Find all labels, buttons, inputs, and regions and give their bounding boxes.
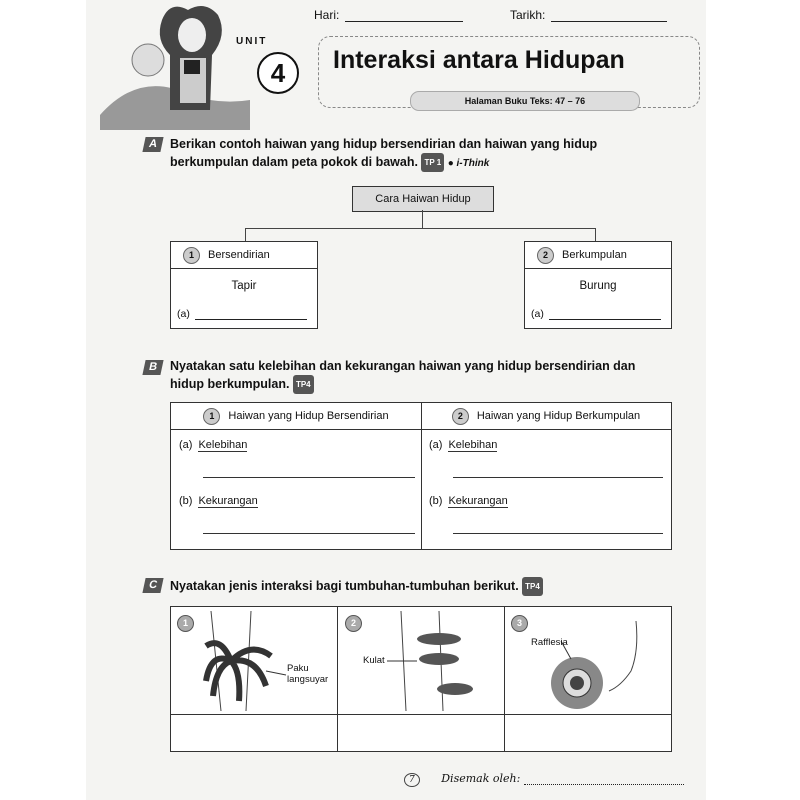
answer-line[interactable] bbox=[195, 309, 307, 320]
tree-root-box: Cara Haiwan Hidup bbox=[352, 186, 494, 212]
kekurangan-item: (b) Kekurangan bbox=[429, 495, 508, 507]
day-field[interactable] bbox=[314, 8, 463, 22]
picture-number: 1 bbox=[177, 615, 194, 632]
kelebihan-item: (a) Kelebihan bbox=[179, 439, 248, 451]
page-number: 7 bbox=[404, 773, 420, 787]
tp-tag: TP4 bbox=[522, 577, 543, 596]
picture-number: 2 bbox=[345, 615, 362, 632]
branch-answer[interactable]: (a) bbox=[177, 308, 307, 320]
section-b-instruction-line2: hidup berkumpulan. bbox=[170, 376, 290, 391]
branch-example: Burung bbox=[579, 280, 617, 292]
column-berkumpulan bbox=[421, 403, 671, 549]
fern-picture bbox=[191, 611, 331, 711]
section-b-instruction-line1: Nyatakan satu kelebihan dan kekurangan haiwan yang hidup bersendirian dan bbox=[170, 359, 636, 373]
tree-connector bbox=[245, 228, 246, 242]
rafflesia-picture bbox=[511, 611, 669, 711]
fungus-label: Kulat bbox=[363, 655, 385, 666]
ithink-icon: ● bbox=[447, 157, 454, 169]
column-heading: Haiwan yang Hidup Berkumpulan bbox=[476, 410, 641, 422]
tree-connector bbox=[595, 228, 596, 242]
unit-number-badge: 4 bbox=[257, 52, 299, 94]
section-c-instruction: Nyatakan jenis interaksi bagi tumbuhan-tumbuhan berikut. TP4 bbox=[170, 577, 675, 596]
picture-number: 3 bbox=[511, 615, 528, 632]
branch-example: Tapir bbox=[231, 280, 257, 292]
section-a-instruction bbox=[170, 136, 670, 172]
branch-answer[interactable]: (a) bbox=[531, 308, 661, 320]
column-number: 2 bbox=[452, 408, 469, 425]
interaction-table bbox=[170, 606, 672, 752]
branch-number: 1 bbox=[183, 247, 200, 264]
column-heading: Haiwan yang Hidup Bersendirian bbox=[228, 410, 389, 422]
day-answer-line[interactable] bbox=[345, 9, 463, 22]
answer-line[interactable] bbox=[549, 309, 661, 320]
answer-line[interactable] bbox=[453, 477, 663, 478]
tree-connector bbox=[245, 228, 595, 229]
column-number: 1 bbox=[203, 408, 220, 425]
day-label: Hari: bbox=[314, 8, 340, 22]
branch-berkumpulan bbox=[524, 241, 672, 329]
date-label: Tarikh: bbox=[510, 8, 546, 22]
column-bersendirian bbox=[171, 403, 421, 549]
section-a-badge: A bbox=[142, 137, 163, 152]
date-answer-line[interactable] bbox=[551, 9, 667, 22]
signature-line[interactable] bbox=[524, 774, 684, 785]
kelebihan-item: (a) Kelebihan bbox=[429, 439, 498, 451]
answer-line[interactable] bbox=[203, 477, 415, 478]
checked-by-label: Disemak oleh: bbox=[441, 772, 521, 785]
branch-heading: Berkumpulan bbox=[562, 249, 627, 261]
textbook-pages-pill: Halaman Buku Teks: 47 – 76 bbox=[410, 91, 640, 111]
tp-tag: TP 1 bbox=[421, 153, 444, 172]
fern-label: Paku langsuyar bbox=[287, 663, 329, 685]
unit-word: UNIT bbox=[236, 36, 268, 47]
kekurangan-item: (b) Kekurangan bbox=[179, 495, 258, 507]
section-a-instruction-line1: Berikan contoh haiwan yang hidup bersendirian dan haiwan yang hidup bbox=[170, 137, 598, 151]
section-a-instruction-line2: berkumpulan dalam peta pokok di bawah. bbox=[170, 154, 418, 169]
answer-line[interactable] bbox=[453, 533, 663, 534]
section-b-instruction bbox=[170, 358, 675, 394]
tree-connector bbox=[422, 210, 423, 228]
page-title: Interaksi antara Hidupan bbox=[333, 46, 625, 74]
section-b-badge: B bbox=[142, 360, 163, 375]
branch-bersendirian bbox=[170, 241, 318, 329]
branch-heading: Bersendirian bbox=[208, 249, 270, 261]
girl-illustration bbox=[100, 0, 250, 130]
branch-number: 2 bbox=[537, 247, 554, 264]
rafflesia-label: Rafflesia bbox=[531, 637, 568, 648]
ithink-tag: ● i-Think bbox=[447, 157, 490, 169]
answer-line[interactable] bbox=[203, 533, 415, 534]
date-field[interactable] bbox=[510, 8, 667, 22]
advantages-table bbox=[170, 402, 672, 550]
section-c-badge: C bbox=[142, 578, 163, 593]
checked-by-field[interactable] bbox=[404, 772, 684, 785]
tp-tag: TP4 bbox=[293, 375, 314, 394]
